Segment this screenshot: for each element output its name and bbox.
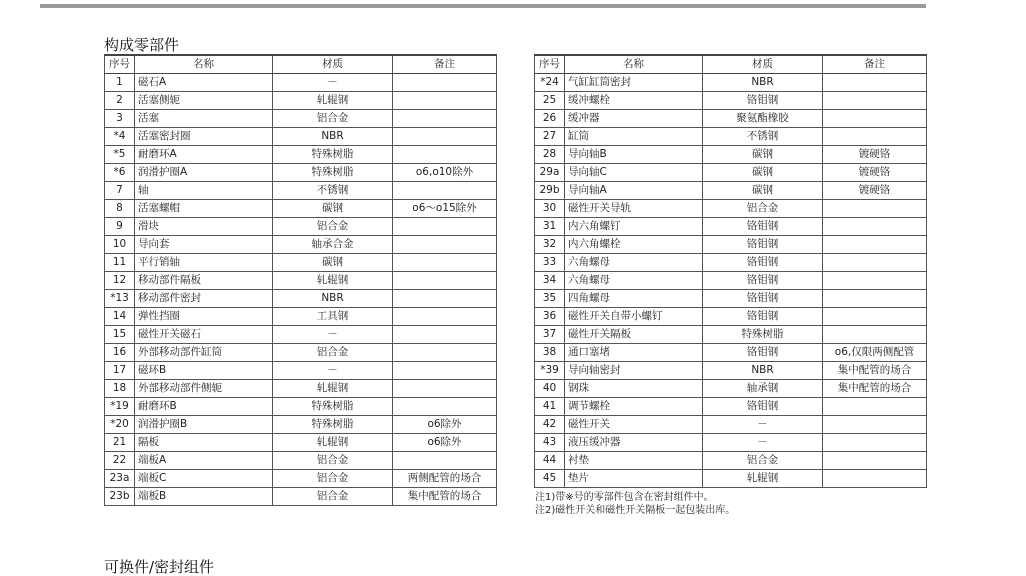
cell-remark: [393, 182, 497, 200]
cell-no: 8: [105, 200, 135, 218]
table-row: [105, 344, 497, 362]
cell-material: NBR: [273, 128, 393, 146]
cell-remark: [823, 308, 927, 326]
cell-no: 18: [105, 380, 135, 398]
table-row: [105, 146, 497, 164]
cell-no: 30: [535, 200, 565, 218]
cell-name: 平行销轴: [135, 254, 273, 272]
cell-name: 磁性开关: [565, 416, 703, 434]
cell-no: *20: [105, 416, 135, 434]
cell-no: 16: [105, 344, 135, 362]
table-row: [105, 218, 497, 236]
cell-material: 铝合金: [273, 344, 393, 362]
cell-no: 14: [105, 308, 135, 326]
cell-remark: o6除外: [393, 434, 497, 452]
cell-material: 铝合金: [273, 488, 393, 506]
header-name: 名称: [135, 55, 273, 74]
cell-name: 外部移动部件侧轭: [135, 380, 273, 398]
table-row: [535, 74, 927, 92]
table-row: [105, 434, 497, 452]
note-2: 注2)磁性开关和磁性开关隔板一起包装出库。: [535, 505, 736, 516]
cell-name: 六角螺母: [565, 254, 703, 272]
cell-no: 29a: [535, 164, 565, 182]
cell-remark: o6～o15除外: [393, 200, 497, 218]
table-row: [105, 380, 497, 398]
cell-name: 通口塞堵: [565, 344, 703, 362]
cell-name: 垫片: [565, 470, 703, 488]
cell-name: 内六角螺栓: [565, 236, 703, 254]
table-row: [535, 92, 927, 110]
cell-name: 耐磨环B: [135, 398, 273, 416]
cell-remark: [823, 74, 927, 92]
cell-no: 21: [105, 434, 135, 452]
cell-material: 铬钼钢: [703, 290, 823, 308]
note-1: 注1)带※号的零部件包含在密封组件中。: [535, 492, 714, 503]
cell-material: 铬钼钢: [703, 344, 823, 362]
table-row: [535, 164, 927, 182]
cell-material: 铬钼钢: [703, 398, 823, 416]
cell-no: *4: [105, 128, 135, 146]
table-row: [105, 236, 497, 254]
cell-no: 3: [105, 110, 135, 128]
table-row: [105, 182, 497, 200]
cell-no: 32: [535, 236, 565, 254]
cell-name: 滑块: [135, 218, 273, 236]
header-no: 序号: [105, 55, 135, 74]
cell-name: 导向套: [135, 236, 273, 254]
cell-no: 22: [105, 452, 135, 470]
cell-remark: [393, 380, 497, 398]
cell-name: 磁环B: [135, 362, 273, 380]
table-row: [535, 434, 927, 452]
cell-material: 碳钢: [273, 200, 393, 218]
cell-material: 铝合金: [273, 218, 393, 236]
cell-no: 1: [105, 74, 135, 92]
cell-material: 聚氨酯橡胶: [703, 110, 823, 128]
table-row: [535, 452, 927, 470]
cell-material: 特殊树脂: [273, 398, 393, 416]
table-row: [105, 398, 497, 416]
cell-remark: o6,仅限两侧配管: [823, 344, 927, 362]
cell-name: 缸筒: [565, 128, 703, 146]
cell-name: 钢珠: [565, 380, 703, 398]
table-row: [535, 344, 927, 362]
cell-material: 铬钼钢: [703, 308, 823, 326]
header-material: 材质: [273, 55, 393, 74]
cell-no: *6: [105, 164, 135, 182]
cell-no: 17: [105, 362, 135, 380]
cell-remark: [823, 398, 927, 416]
table-row: [535, 470, 927, 488]
cell-remark: [393, 128, 497, 146]
cell-remark: 集中配管的场合: [393, 488, 497, 506]
cell-name: 磁性开关导轨: [565, 200, 703, 218]
cell-name: 磁性开关磁石: [135, 326, 273, 344]
components-table-left: [104, 54, 497, 506]
cell-no: 7: [105, 182, 135, 200]
cell-remark: 镀硬铬: [823, 182, 927, 200]
cell-no: 23a: [105, 470, 135, 488]
cell-material: 铝合金: [273, 452, 393, 470]
cell-remark: [393, 110, 497, 128]
cell-name: 衬垫: [565, 452, 703, 470]
cell-remark: [823, 290, 927, 308]
cell-name: 磁性开关隔板: [565, 326, 703, 344]
cell-no: *5: [105, 146, 135, 164]
cell-material: 特殊树脂: [273, 146, 393, 164]
cell-name: 液压缓冲器: [565, 434, 703, 452]
table-row: [105, 74, 497, 92]
cell-remark: 集中配管的场合: [823, 380, 927, 398]
cell-name: 四角螺母: [565, 290, 703, 308]
cell-remark: [393, 218, 497, 236]
table-row: [105, 110, 497, 128]
table-row: [105, 470, 497, 488]
cell-remark: 集中配管的场合: [823, 362, 927, 380]
table-row: [535, 182, 927, 200]
cell-no: 43: [535, 434, 565, 452]
cell-name: 六角螺母: [565, 272, 703, 290]
cell-remark: [823, 416, 927, 434]
top-divider: [40, 4, 926, 8]
cell-remark: [393, 290, 497, 308]
cell-name: 移动部件密封: [135, 290, 273, 308]
cell-material: 铬钼钢: [703, 236, 823, 254]
cell-material: 铝合金: [273, 110, 393, 128]
table-row: [105, 254, 497, 272]
cell-material: 铬钼钢: [703, 92, 823, 110]
table-row: [535, 236, 927, 254]
table-row: [535, 254, 927, 272]
table-header-row: [535, 55, 927, 74]
components-table-right: [534, 54, 927, 488]
cell-no: 44: [535, 452, 565, 470]
cell-no: *13: [105, 290, 135, 308]
cell-remark: [393, 74, 497, 92]
table-row: [105, 452, 497, 470]
cell-no: *24: [535, 74, 565, 92]
cell-name: 端板C: [135, 470, 273, 488]
cell-remark: [393, 326, 497, 344]
cell-no: 36: [535, 308, 565, 326]
cell-remark: [393, 254, 497, 272]
cell-material: －: [273, 326, 393, 344]
table-row: [105, 326, 497, 344]
cell-remark: [823, 200, 927, 218]
cell-name: 隔板: [135, 434, 273, 452]
cell-no: 33: [535, 254, 565, 272]
table-row: [105, 272, 497, 290]
cell-name: 导向轴密封: [565, 362, 703, 380]
cell-no: 41: [535, 398, 565, 416]
cell-name: 移动部件隔板: [135, 272, 273, 290]
table-row: [535, 110, 927, 128]
cell-no: 25: [535, 92, 565, 110]
cell-name: 磁性开关自带小螺钉: [565, 308, 703, 326]
table-row: [535, 290, 927, 308]
header-no: 序号: [535, 55, 565, 74]
cell-remark: [393, 362, 497, 380]
table-row: [535, 380, 927, 398]
table-notes: [535, 491, 735, 517]
cell-name: 外部移动部件缸筒: [135, 344, 273, 362]
cell-remark: [823, 326, 927, 344]
cell-name: 润滑护圈A: [135, 164, 273, 182]
cell-material: NBR: [703, 74, 823, 92]
table-row: [105, 488, 497, 506]
table-row: [535, 398, 927, 416]
table-row: [105, 308, 497, 326]
cell-material: 特殊树脂: [273, 164, 393, 182]
table-row: [105, 416, 497, 434]
cell-name: 端板A: [135, 452, 273, 470]
header-remark: 备注: [823, 55, 927, 74]
cell-name: 缓冲螺栓: [565, 92, 703, 110]
cell-no: 2: [105, 92, 135, 110]
cell-material: 铬钼钢: [703, 254, 823, 272]
cell-remark: o6除外: [393, 416, 497, 434]
cell-material: －: [703, 416, 823, 434]
cell-remark: [393, 236, 497, 254]
cell-name: 导向轴A: [565, 182, 703, 200]
cell-remark: [823, 236, 927, 254]
cell-no: 37: [535, 326, 565, 344]
cell-name: 导向轴C: [565, 164, 703, 182]
cell-remark: [393, 272, 497, 290]
cell-material: NBR: [703, 362, 823, 380]
cell-remark: [823, 434, 927, 452]
cell-name: 端板B: [135, 488, 273, 506]
cell-remark: 镀硬铬: [823, 164, 927, 182]
section-title-components: 构成零部件: [104, 36, 180, 54]
cell-no: 15: [105, 326, 135, 344]
cell-name: 活塞螺帽: [135, 200, 273, 218]
cell-material: 轧辊钢: [703, 470, 823, 488]
cell-no: *19: [105, 398, 135, 416]
cell-name: 弹性挡圈: [135, 308, 273, 326]
table-row: [105, 290, 497, 308]
table-row: [535, 146, 927, 164]
cell-remark: [823, 110, 927, 128]
cell-no: 23b: [105, 488, 135, 506]
cell-name: 活塞侧轭: [135, 92, 273, 110]
cell-remark: [823, 470, 927, 488]
cell-material: 铝合金: [703, 452, 823, 470]
cell-no: 27: [535, 128, 565, 146]
cell-remark: [393, 398, 497, 416]
cell-name: 导向轴B: [565, 146, 703, 164]
section-title-seal-kit: 可换件/密封组件: [104, 558, 215, 576]
table-row: [535, 308, 927, 326]
cell-material: －: [273, 362, 393, 380]
cell-name: 活塞密封圈: [135, 128, 273, 146]
cell-name: 轴: [135, 182, 273, 200]
header-remark: 备注: [393, 55, 497, 74]
cell-material: 轧辊钢: [273, 434, 393, 452]
cell-remark: [823, 272, 927, 290]
cell-remark: 两侧配管的场合: [393, 470, 497, 488]
cell-name: 气缸缸筒密封: [565, 74, 703, 92]
cell-no: 12: [105, 272, 135, 290]
table-row: [535, 200, 927, 218]
cell-material: 铬钼钢: [703, 218, 823, 236]
cell-material: 铬钼钢: [703, 272, 823, 290]
cell-name: 调节螺栓: [565, 398, 703, 416]
cell-material: 不锈钢: [273, 182, 393, 200]
cell-material: 特殊树脂: [273, 416, 393, 434]
table-row: [105, 92, 497, 110]
cell-remark: [823, 128, 927, 146]
cell-remark: [393, 146, 497, 164]
table-row: [105, 164, 497, 182]
cell-no: 34: [535, 272, 565, 290]
cell-name: 耐磨环A: [135, 146, 273, 164]
cell-material: 轧辊钢: [273, 272, 393, 290]
table-row: [535, 218, 927, 236]
cell-name: 活塞: [135, 110, 273, 128]
header-material: 材质: [703, 55, 823, 74]
cell-no: 31: [535, 218, 565, 236]
cell-material: 轧辊钢: [273, 380, 393, 398]
table-row: [535, 272, 927, 290]
cell-remark: [393, 452, 497, 470]
cell-no: 38: [535, 344, 565, 362]
cell-material: 碳钢: [273, 254, 393, 272]
cell-material: 特殊树脂: [703, 326, 823, 344]
cell-remark: [393, 344, 497, 362]
cell-remark: o6,o10除外: [393, 164, 497, 182]
cell-name: 内六角螺钉: [565, 218, 703, 236]
table-row: [535, 416, 927, 434]
cell-no: 11: [105, 254, 135, 272]
cell-material: NBR: [273, 290, 393, 308]
cell-material: －: [273, 74, 393, 92]
table-row: [535, 326, 927, 344]
cell-no: *39: [535, 362, 565, 380]
cell-material: 轴承合金: [273, 236, 393, 254]
cell-no: 40: [535, 380, 565, 398]
cell-remark: [393, 308, 497, 326]
cell-no: 9: [105, 218, 135, 236]
cell-material: 铝合金: [273, 470, 393, 488]
cell-material: 不锈钢: [703, 128, 823, 146]
table-row: [535, 362, 927, 380]
table-row: [105, 200, 497, 218]
cell-no: 29b: [535, 182, 565, 200]
cell-no: 10: [105, 236, 135, 254]
cell-remark: [393, 92, 497, 110]
cell-remark: [823, 92, 927, 110]
cell-material: 碳钢: [703, 164, 823, 182]
cell-no: 28: [535, 146, 565, 164]
table-header-row: [105, 55, 497, 74]
cell-no: 26: [535, 110, 565, 128]
cell-remark: [823, 452, 927, 470]
cell-no: 45: [535, 470, 565, 488]
cell-name: 磁石A: [135, 74, 273, 92]
cell-material: 碳钢: [703, 182, 823, 200]
cell-material: －: [703, 434, 823, 452]
cell-no: 42: [535, 416, 565, 434]
table-row: [535, 128, 927, 146]
header-name: 名称: [565, 55, 703, 74]
table-row: [105, 128, 497, 146]
cell-material: 轴承钢: [703, 380, 823, 398]
cell-material: 工具钢: [273, 308, 393, 326]
cell-remark: [823, 218, 927, 236]
table-row: [105, 362, 497, 380]
cell-name: 缓冲器: [565, 110, 703, 128]
cell-name: 润滑护圈B: [135, 416, 273, 434]
cell-material: 铝合金: [703, 200, 823, 218]
cell-material: 碳钢: [703, 146, 823, 164]
cell-no: 35: [535, 290, 565, 308]
cell-remark: [823, 254, 927, 272]
cell-material: 轧辊钢: [273, 92, 393, 110]
cell-remark: 镀硬铬: [823, 146, 927, 164]
